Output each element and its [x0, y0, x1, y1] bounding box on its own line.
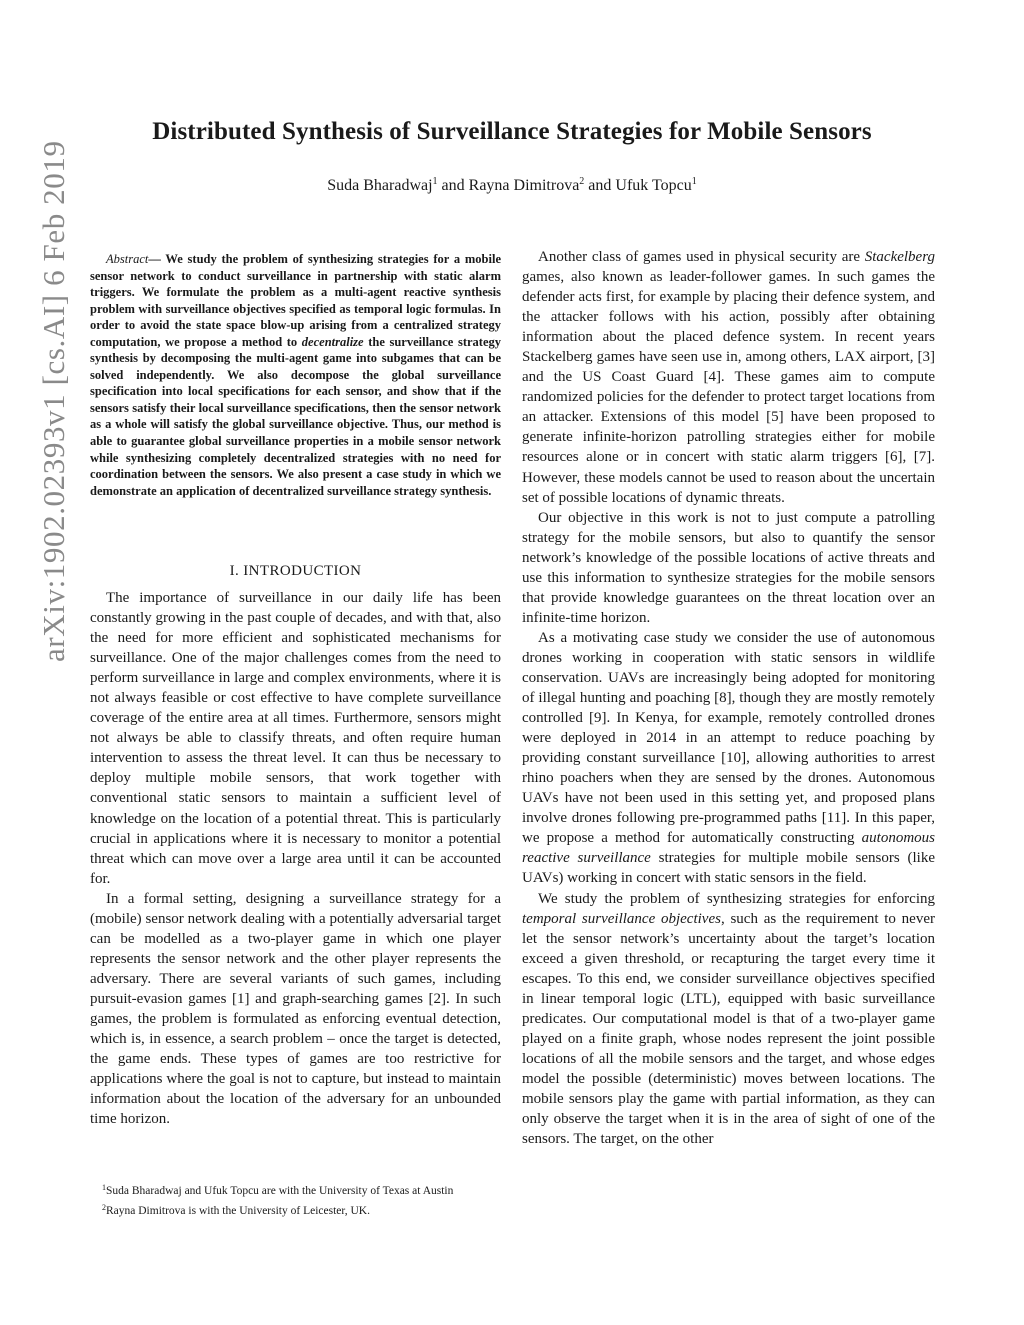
- arxiv-identifier: arXiv:1902.02393v1 [cs.AI] 6 Feb 2019: [36, 140, 71, 662]
- footnotes: [90, 1180, 501, 1219]
- paragraph: Another class of games used in physical security are Stackelberg games, also known as leader-follower games. In such games the defender acts first, for example by placing their defence system, and the attacker follows with his action, possibly after obtaining information about the placed defence system. In recent years Stackelberg games have seen use in, among others, LAX airport, [3] and the US Coast Guard [4]. These games aim to compute randomized policies for the defender to protect target locations from an attacker. Extensions of this model [5] have been proposed to generate infinite-horizon patrolling strategies either for mobile resources alone or in concert with static alarm triggers [6], [7]. However, these models cannot be used to reason about the uncertain set of possible locations of dynamic threats.: [522, 249, 935, 506]
- author-name: Ufuk Topcu: [615, 177, 692, 194]
- abstract: Abstract— We study the problem of synthesizing strategies for a mobile sensor network to conduct surveillance in partnership with static alarm triggers. We formulate the problem as a multi-agent reactive synthesis problem with surveillance objectives specified as temporal logic formulas. In order to avoid the state space blow-up arising from a centralized strategy computation, we propose a method to decentralize the surveillance strategy synthesis by decomposing the multi-agent game into subgames that can be solved independently. We also decompose the global surveillance specification into local specifications for each sensor, and show that if the sensors satisfy their local surveillance specifications, then the sensor network as a whole will satisfy the global surveillance objective. Thus, our method is able to guarantee global surveillance properties in a mobile sensor network while synthesizing completely decentralized strategies with no need for coordination between the sensors. We also present a case study in which we demonstrate an application of decentralized surveillance strategy synthesis.: [90, 252, 502, 498]
- paragraph: The importance of surveillance in our daily life has been constantly growing in the past couple of decades, and with that, also the need for more efficient and sophisticated mechanisms for surveillance. One of the major challenges comes from the need to perform surveillance in large and complex environments, where it is not always feasible or cost effective to have complete surveillance coverage of the entire area at all times. Furthermore, sensors might not always be able to classify threats, and often require human intervention to assess the threat level. It can thus be necessary to deploy multiple mobile sensors, that work together with conventional static sensors to maintain a sufficient level of knowledge on the location of a potential threat. This is particularly crucial in applications where it is necessary to monitor a potential threat which can move over a large area until it can be accounted for.: [90, 590, 501, 887]
- right-column: [522, 247, 935, 1149]
- author-line: Suda Bharadwaj$^1$ and Rayna Dimitrova$^2$ and Ufuk Topcu$^1$: [327, 176, 697, 194]
- abstract-label: Abstract: [106, 252, 149, 266]
- affiliation-mark: 2: [579, 176, 585, 187]
- author-name: Rayna Dimitrova: [468, 177, 580, 194]
- paragraph: In a formal setting, designing a surveillance strategy for a (mobile) sensor network dealing with a potentially adversarial target can be modelled as a two-player game in which one player represents the sensor network and the other player represents the adversary. There are several variants of such games, including pursuit-evasion games [1] and graph-searching games [2]. In such games, the problem is formulated as enforcing eventual detection, which is, in essence, a search problem – once the target is detected, the game ends. These types of games are too restrictive for applications where the goal is not to capture, but instead to maintain information about the location of the adversary for an unbounded time horizon.: [90, 890, 501, 1128]
- affiliation-mark: 1: [432, 176, 438, 187]
- paragraph: We study the problem of synthesizing strategies for enforcing temporal surveillance objectives, such as the requirement to never let the sensor network’s uncertainty about the target’s location exceed a given threshold, or recapturing the target every time it escapes. To this end, we consider surveillance objectives specified in linear temporal logic (LTL), equipped with basic surveillance predicates. Our computational model is that of a two-player game played on a finite graph, whose nodes represent the joint possible locations of all the mobile sensors and the target, and whose edges model the possible (deterministic) moves between locations. The mobile sensors play the game with partial information, as they can only observe the target when it is in the area of sight of one of the sensors. The target, on the other: [522, 890, 935, 1148]
- author-name: Suda Bharadwaj: [327, 177, 433, 194]
- footnote: $^2$Rayna Dimitrova is with the University of Leicester, UK.: [102, 1202, 370, 1217]
- intro-left-column: [90, 588, 501, 1129]
- footnote: $^1$Suda Bharadwaj and Ufuk Topcu are with the University of Texas at Austin: [102, 1183, 454, 1197]
- affiliation-mark: 1: [691, 176, 697, 187]
- section-heading: I. INTRODUCTION: [229, 563, 362, 579]
- abstract-text: We study the problem of synthesizing strategies for a mobile sensor network to conduct surveillance in partnership with static alarm triggers. We formulate the problem as a multi-agent reactive synthesis problem with surveillance objectives specified as temporal logic formulas. In order to avoid the state space blow-up arising from a centralized strategy computation, we propose a method to: [90, 252, 502, 349]
- paragraph: As a motivating case study we consider the use of autonomous drones working in cooperation with static sensors in wildlife conservation. UAVs are increasingly being adopted for monitoring of illegal hunting and poaching [8], though they are mostly remotely controlled [9]. In Kenya, for example, remotely controlled drones were deployed in 2014 in an attempt to reduce poaching by providing constant surveillance [10], allowing authorities to arrest rhino poachers when they are sensed by the drones. Autonomous UAVs have not been used in this setting yet, and proposed plans involve drones following pre-programmed paths [11]. In this paper, we propose a method for automatically constructing autonomous reactive surveillance strategies for multiple mobile sensors (like UAVs) working in concert with static sensors in the field.: [522, 629, 935, 887]
- paper-title: Distributed Synthesis of Surveillance Strategies for Mobile Sensors: [152, 118, 872, 145]
- paragraph: Our objective in this work is not to just compute a patrolling strategy for the mobile sensors, but also to quantify the sensor network’s knowledge of the possible locations of active threats and use this information to synthesize strategies for the mobile sensors that provide knowledge guarantees on the threat location over an infinite-time horizon.: [522, 509, 935, 626]
